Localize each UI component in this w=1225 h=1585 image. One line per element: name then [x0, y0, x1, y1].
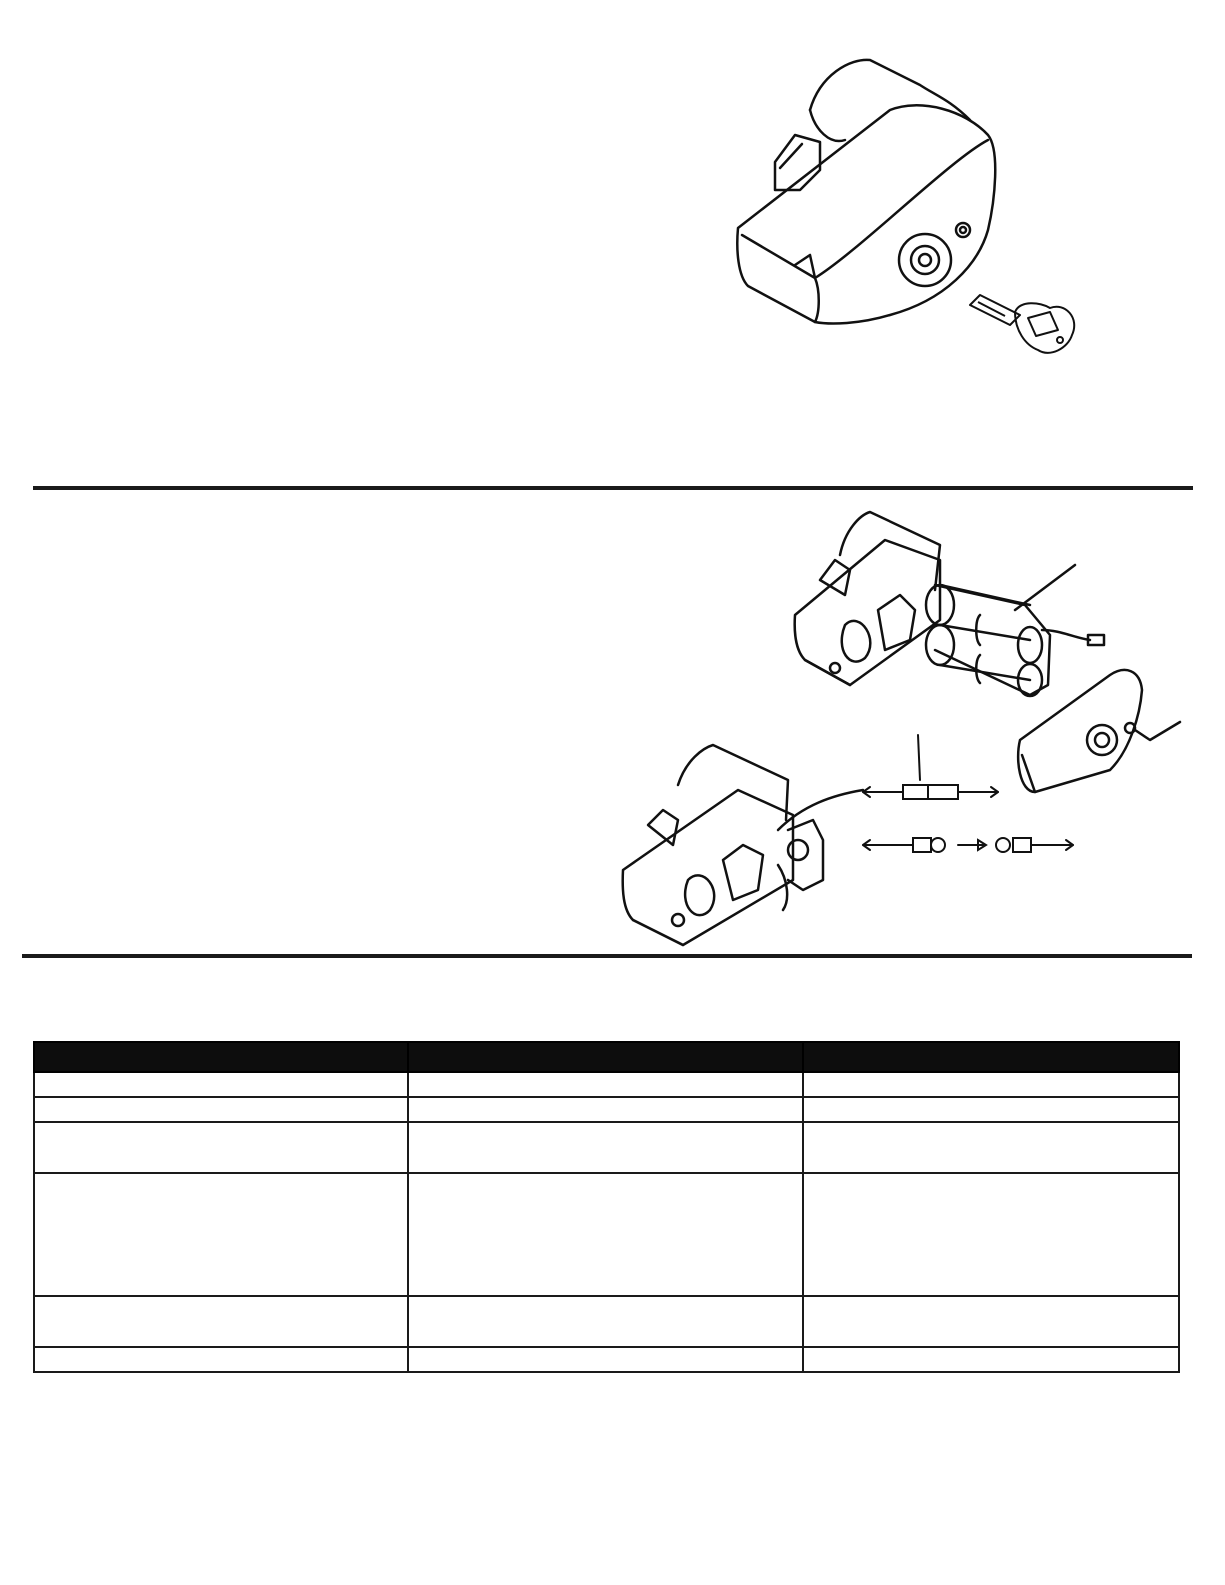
connector-illustration [618, 730, 1088, 950]
table-cell [408, 1296, 803, 1347]
troubleshooting-table [33, 1041, 1180, 1373]
table-cell [803, 1173, 1179, 1296]
lock-with-open-battery-icon [623, 745, 863, 945]
table-cell [34, 1347, 408, 1372]
column-header [803, 1042, 1179, 1072]
table-header-row [34, 1042, 1179, 1072]
table-cell [34, 1122, 408, 1173]
table-row [34, 1173, 1179, 1296]
column-header [408, 1042, 803, 1072]
table-row [34, 1097, 1179, 1122]
table-cell [34, 1097, 408, 1122]
section-divider-top [33, 486, 1193, 490]
table-cell [408, 1097, 803, 1122]
table-cell [408, 1347, 803, 1372]
table-row [34, 1122, 1179, 1173]
column-header [34, 1042, 408, 1072]
lock-unit-illustration [720, 50, 1100, 360]
table-cell [803, 1122, 1179, 1173]
table-cell [34, 1296, 408, 1347]
table-cell [803, 1097, 1179, 1122]
table-cell [34, 1173, 408, 1296]
table-cell [803, 1072, 1179, 1097]
table-cell [803, 1347, 1179, 1372]
table-cell [408, 1072, 803, 1097]
table-cell [34, 1072, 408, 1097]
section-divider-bottom [22, 954, 1192, 958]
table-row [34, 1072, 1179, 1097]
table-row [34, 1347, 1179, 1372]
table-cell [408, 1122, 803, 1173]
lock-body-icon [737, 60, 995, 324]
wire-connector-icon [863, 735, 1073, 852]
table-row [34, 1296, 1179, 1347]
table-cell [408, 1173, 803, 1296]
table-cell [803, 1296, 1179, 1347]
key-icon [970, 295, 1074, 353]
